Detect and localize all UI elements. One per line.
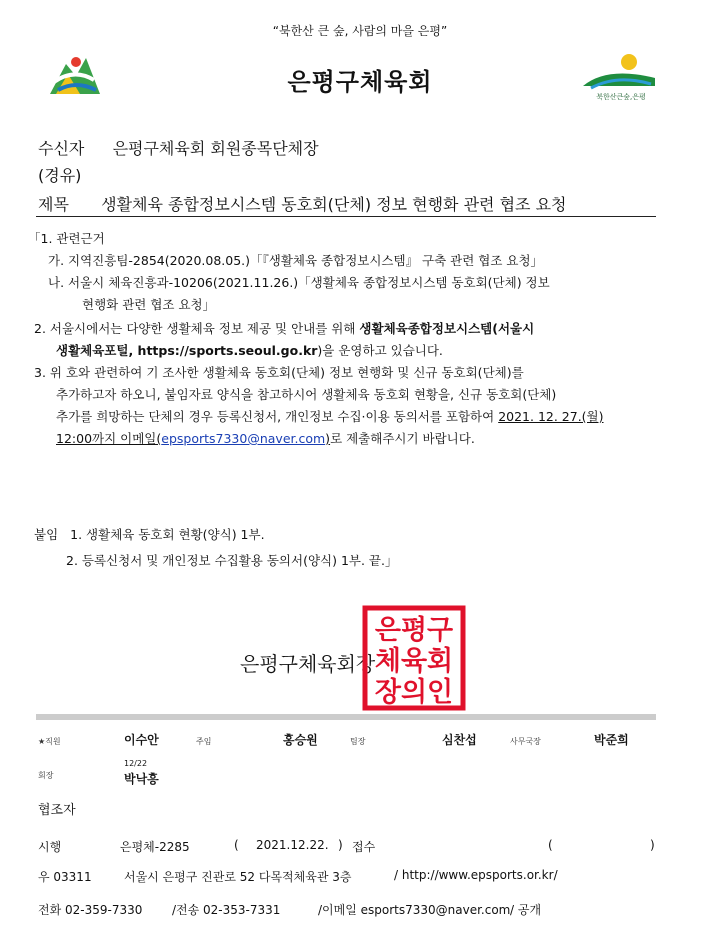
subject-label: 제목 xyxy=(38,195,69,214)
para-3-line3: 추가를 희망하는 단체의 경우 등록신청서, 개인정보 수집·이용 동의서를 포함하여 2021. 12. 27.(월) xyxy=(56,409,604,424)
email[interactable]: /이메일 esports7330@naver.com xyxy=(318,903,511,917)
approval-name-chair: 박낙흥 xyxy=(124,772,159,786)
seal-text-3: 장의인 xyxy=(374,677,454,708)
approval-role-staff: ★직원 xyxy=(38,737,61,746)
approval-name-staff: 이수안 xyxy=(124,733,159,747)
disclosure: / 공개 xyxy=(510,903,542,917)
seal-text-1: 은평구 xyxy=(374,615,454,646)
approval-role-team-lead: 팀장 xyxy=(350,737,366,746)
recipient-row xyxy=(38,136,319,159)
email-link[interactable]: epsports7330@naver.com xyxy=(161,431,326,446)
fax: /전송 02-353-7331 xyxy=(172,903,281,917)
document-body xyxy=(28,228,668,450)
para-2: 2. 서울시에서는 다양한 생활체육 정보 제공 및 안내를 위해 생활체육종합정보시스템(서울시 xyxy=(34,321,535,336)
para-2-cont: 생활체육포털, https://sports.seoul.go.kr)을 운영하고 있습니다. xyxy=(56,343,443,358)
approval-name-assistant: 홍승원 xyxy=(283,733,318,747)
receipt-label: 접수 xyxy=(352,840,376,854)
receipt-paren-open: ( xyxy=(548,838,553,852)
approval-name-team-lead: 심찬섭 xyxy=(442,733,477,747)
recipient-label: 수신자 xyxy=(38,139,85,158)
approval-role-chair: 회장 xyxy=(38,771,54,780)
logo-right-text: 북한산큰숲,은평 xyxy=(596,93,646,101)
exec-paren-close: ) xyxy=(338,838,343,852)
exec-paren-open: ( xyxy=(234,838,239,852)
slogan: “북한산 큰 숲, 사람의 마을 은평” xyxy=(272,24,448,38)
postal-code: 우 03311 xyxy=(38,870,92,884)
phone: 전화 02-359-7330 xyxy=(38,903,143,917)
exec-number: 은평체-2285 xyxy=(120,840,190,854)
official-seal-icon xyxy=(362,605,466,711)
para-3-line2: 추가하고자 하오니, 붙임자료 양식을 참고하시어 생활체육 동호회 현황을, 신규 동호회(단체) xyxy=(56,387,557,402)
approval-role-assistant: 주임 xyxy=(196,737,212,746)
para-1-b: 나. 서울시 체육진흥과-10206(2021.11.26.)「생활체육 종합정보시스템 동호회(단체) 정보 xyxy=(48,275,550,290)
sender-name: 은평구체육회장 xyxy=(240,652,376,676)
approval-chair-date: 12/22 xyxy=(124,759,148,768)
via-row: (경유) xyxy=(38,166,82,185)
para-3: 3. 위 호와 관련하여 기 조사한 생활체육 동호회(단체) 정보 현행화 및 신규 동호회(단체)를 xyxy=(34,365,524,380)
attachment-item-1: 1. 생활체육 동호회 현황(양식) 1부. xyxy=(70,527,265,542)
deadline-date: 2021. 12. 27.(월) xyxy=(498,409,604,424)
seal-text-2: 체육회 xyxy=(374,646,454,677)
approval-divider xyxy=(36,714,656,720)
attachment-item-2: 2. 등록신청서 및 개인정보 수집활용 동의서(양식) 1부. 끝.」 xyxy=(66,553,398,568)
eunpyeong-logo-icon xyxy=(577,48,659,102)
cooperator-label: 협조자 xyxy=(38,803,76,818)
subject-divider xyxy=(36,216,656,217)
address: 서울시 은평구 진관로 52 다목적체육관 3층 xyxy=(124,870,352,884)
website-link[interactable]: / http://www.epsports.or.kr/ xyxy=(394,868,558,882)
subject-row xyxy=(38,192,567,215)
approval-role-secretary: 사무국장 xyxy=(510,737,541,746)
attachments xyxy=(34,522,397,574)
sports-portal-link[interactable]: 생활체육포털, https://sports.seoul.go.kr xyxy=(56,343,318,358)
approval-name-secretary: 박준희 xyxy=(594,733,629,747)
para-1-b-cont: 현행화 관련 협조 요청」 xyxy=(82,297,216,312)
exec-label: 시행 xyxy=(38,840,62,854)
exec-date: 2021.12.22. xyxy=(256,838,329,852)
recipient: 은평구체육회 회원종목단체장 xyxy=(112,139,319,158)
subject: 생활체육 종합정보시스템 동호회(단체) 정보 현행화 관련 협조 요청 xyxy=(101,195,567,214)
receipt-paren-close: ) xyxy=(650,838,655,852)
org-title: 은평구체육회 xyxy=(287,68,433,96)
para-1-a: 가. 지역진흥팀-2854(2020.08.05.)「『생활체육 종합정보시스템』 구축 관련 협조 요청」 xyxy=(48,253,544,268)
attachments-label: 붙임 xyxy=(34,527,59,542)
para-1-head: 「1. 관련근거 xyxy=(28,231,105,246)
para-3-line4: 12:00까지 이메일(epsports7330@naver.com)로 제출해주시기 바랍니다. xyxy=(56,431,475,446)
